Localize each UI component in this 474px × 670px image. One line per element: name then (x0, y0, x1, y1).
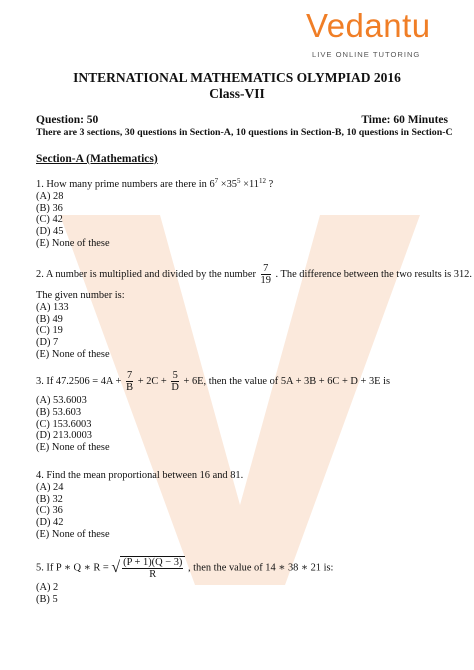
option: (A) 2 (36, 582, 59, 593)
option: (B) 32 (36, 493, 63, 505)
question-4 (36, 470, 243, 541)
option: (E) None of these (36, 348, 110, 360)
option: (C) 42 (36, 214, 63, 226)
question-count: Question: 50 (36, 114, 99, 126)
section-a-heading: Section-A (Mathematics) (36, 153, 158, 165)
option: (B) 36 (36, 202, 63, 214)
exam-title: INTERNATIONAL MATHEMATICS OLYMPIAD 2016 (73, 70, 401, 85)
question-2 (36, 263, 472, 361)
option: (A) 24 (36, 481, 64, 493)
brand-logo (302, 6, 452, 68)
exam-class: Class-VII (209, 86, 265, 101)
fraction: $\frac{7}{B}$ (126, 370, 133, 393)
question-5-stem: 5. If P ∗ Q ∗ R = √ $\frac{(P + 1)(Q - 3)}{R}$ , then the value of 14 ∗ 38 ∗ 21 is: (36, 557, 334, 580)
sections-note: There are 3 sections, 30 questions in Section-A, 10 questions in Section-B, 10 questions in Section-C (36, 127, 453, 138)
question-4-stem: 4. Find the mean proportional between 16 and 81. (36, 470, 244, 481)
option: (E) None of these (36, 237, 110, 249)
option: (D) 42 (36, 517, 64, 529)
option: (D) 7 (36, 337, 59, 349)
option: (A) 53.6003 (36, 395, 87, 406)
option: (B) 53.603 (36, 406, 82, 418)
question-3-stem: 3. If 47.2506 = 4A + $\frac{7}{B}$ + 2C + $\frac{5}{D}$ + 6E, then the value of 5A + 3B + 6C + D + 3E is (36, 370, 391, 393)
question-2-line2: The given number is: (36, 290, 125, 301)
fraction: $\frac{5}{D}$ (171, 370, 179, 393)
option: (E) None of these (36, 442, 110, 454)
brand-tagline: LIVE ONLINE TUTORING (312, 50, 421, 59)
option: (B) 5 (36, 593, 58, 605)
question-2-stem: 2. A number is multiplied and divided by the number $\frac{7}{19}$ . The difference between the two results is 312. (36, 263, 472, 286)
option: (D) 45 (36, 226, 64, 238)
option: (B) 49 (36, 313, 63, 325)
exam-meta (36, 114, 448, 126)
brand-name: Vedantu (306, 7, 431, 44)
question-5 (36, 556, 333, 606)
option: (A) 28 (36, 190, 64, 202)
option: (A) 133 (36, 301, 69, 313)
square-root: √ $\frac{(P + 1)(Q - 3)}{R}$ (111, 556, 185, 580)
question-1-expression: $6^7 \times 35^5 \times 11^{12}$ ? (209, 177, 274, 190)
time-limit: Time: 60 Minutes (361, 114, 448, 126)
option: (E) None of these (36, 528, 110, 540)
fraction: $\frac{7}{19}$ (260, 263, 271, 286)
option: (C) 19 (36, 325, 63, 337)
option: (C) 36 (36, 505, 63, 517)
question-1 (36, 179, 273, 250)
option: (D) 213.0003 (36, 430, 92, 442)
option: (C) 153.6003 (36, 418, 92, 430)
question-1-stem: 1. How many prime numbers are there in $6^7 \times 35^5 \times 11^{12}$ ? (36, 177, 274, 190)
question-3 (36, 370, 390, 454)
